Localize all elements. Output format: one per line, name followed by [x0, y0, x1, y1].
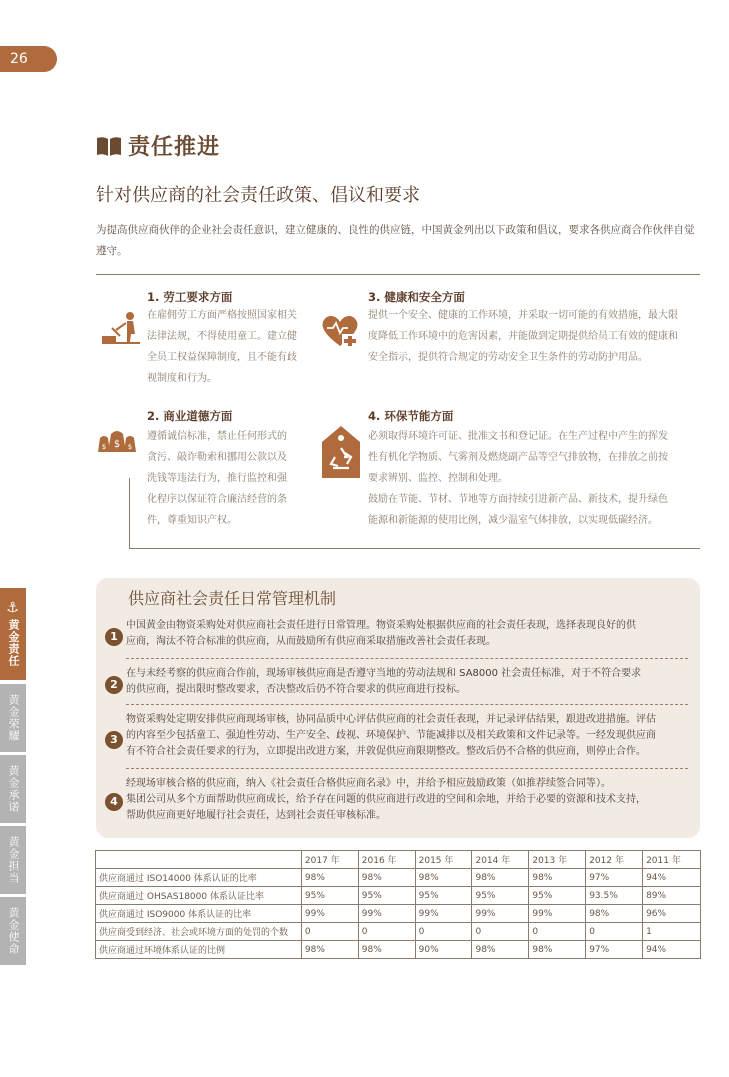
- table-cell: 0: [415, 923, 472, 941]
- side-tab-label: 黄金荣耀: [7, 694, 20, 742]
- table-cell: 97%: [586, 869, 643, 887]
- table-header-cell: 2011 年: [643, 851, 701, 869]
- table-cell: 98%: [301, 869, 358, 887]
- table-header-cell: 2014 年: [472, 851, 529, 869]
- text-line: 必须取得环境许可证、批准文书和登记证。在生产过程中产生的挥发: [368, 431, 668, 442]
- intro-paragraph: 为提高供应商伙伴的企业社会责任意识，建立健康的、良性的供应链，中国黄金列出以下政策和倡议，要求各供应商合作伙伴自觉遵守。: [96, 224, 695, 257]
- table-cell: 0: [586, 923, 643, 941]
- table-row-label: 供应商通过环境体系认证的比例: [96, 941, 302, 959]
- table-cell: 98%: [301, 941, 358, 959]
- table-cell: 99%: [301, 905, 358, 923]
- table-row-label: 供应商通过 ISO9000 体系认证的比率: [96, 905, 302, 923]
- table-cell: 95%: [415, 887, 472, 905]
- table-header-cell: 2012 年: [586, 851, 643, 869]
- text-line: 在雇佣劳工方面严格按照国家相关: [147, 310, 297, 321]
- item-title-health: 3. 健康和安全方面: [368, 290, 465, 304]
- table-cell: 0: [301, 923, 358, 941]
- text-line: 安全指示，提供符合规定的劳动安全卫生条件的劳动防护用品。: [368, 352, 648, 363]
- table-cell: 90%: [415, 941, 472, 959]
- item-title-ethics: 2. 商业道德方面: [147, 409, 233, 423]
- text-line: 能源和新能源的使用比例，减少温室气体排放，以实现低碳经济。: [368, 515, 658, 526]
- page-number: 26: [10, 51, 28, 67]
- item-text-ethics: [147, 426, 287, 531]
- table-row: [96, 869, 701, 887]
- text-line: 的供应商，提出限时整改要求，否决整改后仍不符合要求的供应商进行投标。: [126, 684, 466, 695]
- table-cell: 95%: [358, 887, 415, 905]
- text-line: 的内容至少包括童工、强迫性劳动、生产安全、歧视、环境保护、节能减排以及相关政策和文件记录等。一经发现供应商: [126, 730, 656, 741]
- item-title-environment: 4. 环保节能方面: [368, 409, 454, 423]
- book-icon: [96, 135, 122, 157]
- table-cell: 99%: [529, 905, 586, 923]
- item-text-labor: [147, 305, 297, 389]
- text-line: 化程序以保证符合廉洁经营的条: [147, 494, 287, 505]
- dashed-divider: [126, 704, 688, 705]
- text-line: 视制度和行为。: [147, 373, 217, 384]
- text-line: 法律法规，不得使用童工。建立健: [147, 331, 297, 342]
- table-cell: 0: [529, 923, 586, 941]
- table-header-cell: 2017 年: [301, 851, 358, 869]
- side-tab-mission[interactable]: [0, 897, 26, 965]
- table-header-cell: [96, 851, 302, 869]
- side-tab-label: 黄金担当: [7, 836, 20, 884]
- table-cell: 99%: [415, 905, 472, 923]
- table-cell: 0: [472, 923, 529, 941]
- table-cell: 95%: [472, 887, 529, 905]
- vertical-divider: [129, 478, 130, 548]
- divider-bottom: [129, 548, 700, 549]
- text-line: 物资采购处定期安排供应商现场审核，协同品质中心评估供应商的社会责任表现，并记录评估结果，跟进改进措施。评估: [126, 714, 656, 725]
- table-cell: 95%: [529, 887, 586, 905]
- table-cell: 96%: [643, 905, 701, 923]
- table-row: [96, 887, 701, 905]
- heart-medical-icon: [320, 312, 362, 350]
- page-number-badge: [0, 46, 57, 72]
- table-header-cell: 2013 年: [529, 851, 586, 869]
- text-line: 贪污、敲诈勒索和挪用公款以及: [147, 452, 287, 463]
- table-cell: 93.5%: [586, 887, 643, 905]
- text-line: 全员工权益保障制度，且不能有歧: [147, 352, 297, 363]
- table-cell: 98%: [472, 941, 529, 959]
- side-tab-label: 黄金责任: [7, 619, 20, 667]
- side-tab-commitment[interactable]: [0, 755, 26, 823]
- svg-text:$: $: [113, 439, 121, 450]
- text-line: 遵循诚信标准，禁止任何形式的: [147, 431, 287, 442]
- text-line: 应商，淘汰不符合标准的供应商，从而鼓励所有供应商采取措施改善社会责任表现。: [126, 636, 496, 647]
- table-row-label: 供应商通过 OHSAS18000 体系认证比率: [96, 887, 302, 905]
- text-line: 中国黄金由物资采购处对供应商社会责任进行日常管理。物资采购处根据供应商的社会责任表现，选择表现良好的供: [126, 620, 636, 631]
- side-tab-label: 黄金承诺: [7, 765, 20, 813]
- item-text-health: [368, 305, 678, 368]
- worker-icon: [100, 310, 142, 346]
- money-bags-icon: [97, 426, 137, 454]
- text-line: 提供一个安全、健康的工作环境，并采取一切可能的有效措施，最大限: [368, 310, 678, 321]
- page-subtitle: 针对供应商的社会责任政策、倡议和要求: [96, 185, 420, 206]
- table-header-cell: 2016 年: [358, 851, 415, 869]
- side-tab-label: 黄金使命: [7, 907, 20, 955]
- text-line: 鼓励在节能、节材、节地等方面持续引进新产品、新技术，提升绿色: [368, 494, 668, 505]
- text-line: 在与未经考察的供应商合作前，现场审核供应商是否遵守当地的劳动法规和 SA8000 社会责任标准，对于不符合要求: [126, 668, 642, 679]
- table-row: [96, 905, 701, 923]
- step-text: [126, 712, 688, 760]
- step-text: [126, 776, 688, 824]
- table-header-row: [96, 851, 701, 869]
- step-text: [126, 666, 688, 698]
- table-cell: 94%: [643, 869, 701, 887]
- side-tab-honor[interactable]: [0, 684, 26, 752]
- step-number-badge: 4: [105, 793, 123, 811]
- table-cell: 98%: [358, 941, 415, 959]
- recycle-tag-icon: [320, 424, 362, 480]
- text-line: 集团公司从多个方面帮助供应商成长，给予存在问题的供应商进行改进的空间和余地，并给于必要的资源和技术支持，: [126, 794, 646, 805]
- table-cell: 97%: [586, 941, 643, 959]
- text-line: 度降低工作环境中的危害因素，并能做到定期提供给员工有效的健康和: [368, 331, 678, 342]
- text-line: 件，尊重知识产权。: [147, 515, 237, 526]
- step-text: [126, 618, 688, 650]
- table-cell: 98%: [529, 869, 586, 887]
- text-line: 性有机化学物质、气雾剂及燃烧副产品等空气排放物，在排放之前按: [368, 452, 668, 463]
- table-cell: 99%: [358, 905, 415, 923]
- step-number-badge: 3: [105, 731, 123, 749]
- table-row-label: 供应商受到经济、社会或环境方面的处罚的个数: [96, 923, 302, 941]
- table-row: [96, 923, 701, 941]
- mechanism-title: 供应商社会责任日常管理机制: [128, 589, 337, 608]
- table-cell: 98%: [586, 905, 643, 923]
- table-row-label: 供应商通过 ISO14000 体系认证的比率: [96, 869, 302, 887]
- table-cell: 98%: [358, 869, 415, 887]
- table-cell: 94%: [643, 941, 701, 959]
- side-tab-duty[interactable]: [0, 826, 26, 894]
- item-text-environment: [368, 426, 668, 531]
- section-title: 责任推进: [128, 135, 221, 160]
- svg-text:$: $: [127, 443, 133, 451]
- table-cell: 89%: [643, 887, 701, 905]
- table-cell: 98%: [415, 869, 472, 887]
- svg-text:$: $: [101, 443, 107, 451]
- table-header-cell: 2015 年: [415, 851, 472, 869]
- item-title-labor: 1. 劳工要求方面: [147, 290, 233, 304]
- anchor-icon: ⚓: [6, 600, 20, 616]
- table-cell: 0: [358, 923, 415, 941]
- step-number-badge: 2: [105, 676, 123, 694]
- divider-top: [96, 274, 700, 275]
- table-cell: 98%: [529, 941, 586, 959]
- side-tab-responsibility[interactable]: [0, 588, 26, 680]
- mechanism-panel: [96, 578, 700, 838]
- table-row: [96, 941, 701, 959]
- text-line: 帮助供应商更好地履行社会责任，达到社会责任审核标准。: [126, 810, 386, 821]
- text-line: 洗钱等违法行为，推行监控和强: [147, 473, 287, 484]
- supplier-certification-table: [95, 850, 701, 959]
- table-cell: 99%: [472, 905, 529, 923]
- table-cell: 95%: [301, 887, 358, 905]
- text-line: 经现场审核合格的供应商，纳入《社会责任合格供应商名录》中，并给予相应鼓励政策（如推荐续签合同等）。: [126, 778, 611, 789]
- dashed-divider: [126, 768, 688, 769]
- text-line: 要求辨别、监控、控制和处理。: [368, 473, 508, 484]
- step-number-badge: 1: [105, 628, 123, 646]
- section-heading: [96, 130, 220, 161]
- dashed-divider: [126, 658, 688, 659]
- text-line: 有不符合社会责任要求的行为，立即提出改进方案，并敦促供应商限期整改。整改后仍不合格的供应商，则停止合作。: [126, 746, 646, 757]
- table-cell: 98%: [472, 869, 529, 887]
- table-cell: 1: [643, 923, 701, 941]
